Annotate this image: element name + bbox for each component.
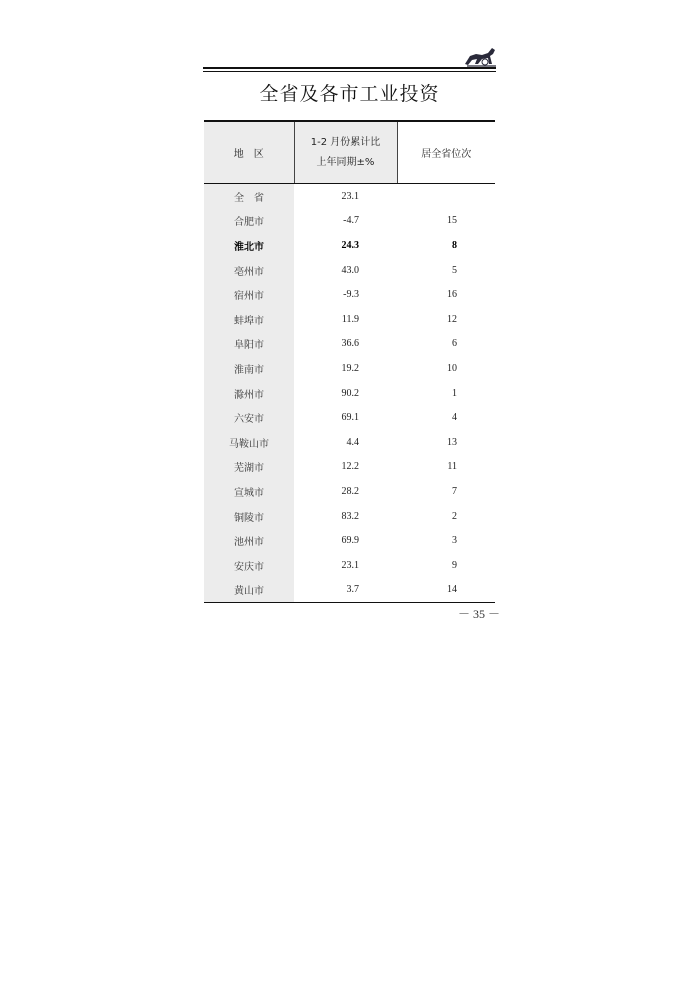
table-row xyxy=(204,356,495,381)
rank-cell: 12 xyxy=(447,313,457,325)
table-row xyxy=(204,381,495,406)
table-row xyxy=(204,184,495,209)
investment-table xyxy=(204,120,495,603)
header-growth xyxy=(294,121,397,184)
table-row xyxy=(204,528,495,553)
rank-cell: 8 xyxy=(452,239,457,251)
region-cell: 黄山市 xyxy=(204,578,294,603)
region-cell: 淮南市 xyxy=(204,356,294,381)
region-cell: 阜阳市 xyxy=(204,332,294,357)
growth-cell: 24.3 xyxy=(341,239,359,251)
rank-cell xyxy=(397,184,495,209)
rank-cell: 7 xyxy=(452,485,457,497)
table-row xyxy=(204,504,495,529)
region-cell: 蚌埠市 xyxy=(204,307,294,332)
growth-cell: 23.1 xyxy=(341,190,359,202)
region-cell: 宣城市 xyxy=(204,479,294,504)
table-body xyxy=(204,184,495,603)
header-rule-thin xyxy=(203,71,496,72)
region-cell: 池州市 xyxy=(204,528,294,553)
rank-cell: 16 xyxy=(447,289,457,301)
table-row xyxy=(204,479,495,504)
region-cell: 宿州市 xyxy=(204,282,294,307)
rank-cell: 2 xyxy=(452,510,457,522)
table-row xyxy=(204,332,495,357)
growth-cell: 43.0 xyxy=(341,264,359,276)
rank-cell: 13 xyxy=(447,436,457,448)
growth-cell: 69.9 xyxy=(341,535,359,547)
growth-cell: 28.2 xyxy=(341,485,359,497)
rank-cell: 6 xyxy=(452,338,457,350)
rank-cell: 14 xyxy=(397,578,495,603)
growth-cell: 11.9 xyxy=(341,313,359,325)
region-cell: 淮北市 xyxy=(204,233,294,258)
table-row xyxy=(204,578,495,603)
header-rank: 居全省位次 xyxy=(397,121,495,184)
region-cell: 亳州市 xyxy=(204,258,294,283)
table-row xyxy=(204,455,495,480)
table-row xyxy=(204,233,495,258)
table-row xyxy=(204,553,495,578)
growth-cell: -9.3 xyxy=(343,289,359,301)
region-cell: 铜陵市 xyxy=(204,504,294,529)
header-region: 地 区 xyxy=(204,121,294,184)
header-growth-line1: 1-2 月份累计比 xyxy=(310,136,381,148)
growth-cell: 19.2 xyxy=(341,362,359,374)
table-row xyxy=(204,258,495,283)
page-title: 全省及各市工业投资 xyxy=(259,83,440,105)
rank-cell: 1 xyxy=(452,387,457,399)
region-cell: 滁州市 xyxy=(204,381,294,406)
region-cell: 六安市 xyxy=(204,405,294,430)
rank-cell: 15 xyxy=(447,215,457,227)
rank-cell: 4 xyxy=(452,412,457,424)
rank-cell: 5 xyxy=(452,264,457,276)
table-header-row xyxy=(204,121,495,184)
region-cell: 全 省 xyxy=(204,184,294,209)
growth-cell: 83.2 xyxy=(341,510,359,522)
growth-cell: 23.1 xyxy=(341,559,359,571)
growth-cell: 69.1 xyxy=(341,412,359,424)
growth-cell: -4.7 xyxy=(343,215,359,227)
table-row xyxy=(204,209,495,234)
growth-cell: 4.4 xyxy=(346,436,359,448)
region-cell: 芜湖市 xyxy=(204,455,294,480)
growth-cell: 12.2 xyxy=(341,461,359,473)
rank-cell: 3 xyxy=(452,535,457,547)
table-row xyxy=(204,430,495,455)
region-cell: 安庆市 xyxy=(204,553,294,578)
region-cell: 马鞍山市 xyxy=(204,430,294,455)
growth-cell: 36.6 xyxy=(341,338,359,350)
table-row xyxy=(204,307,495,332)
horse-logo-icon xyxy=(462,44,498,68)
rank-cell: 9 xyxy=(452,559,457,571)
header-rule xyxy=(203,67,496,69)
header-growth-line2: 上年同期±% xyxy=(316,156,375,168)
page-number: － 35 － xyxy=(457,607,500,621)
table-row xyxy=(204,405,495,430)
rank-cell: 11 xyxy=(447,461,457,473)
growth-cell: 90.2 xyxy=(341,387,359,399)
region-cell: 合肥市 xyxy=(204,209,294,234)
table-row xyxy=(204,282,495,307)
rank-cell: 10 xyxy=(447,362,457,374)
growth-cell: 3.7 xyxy=(294,578,397,603)
